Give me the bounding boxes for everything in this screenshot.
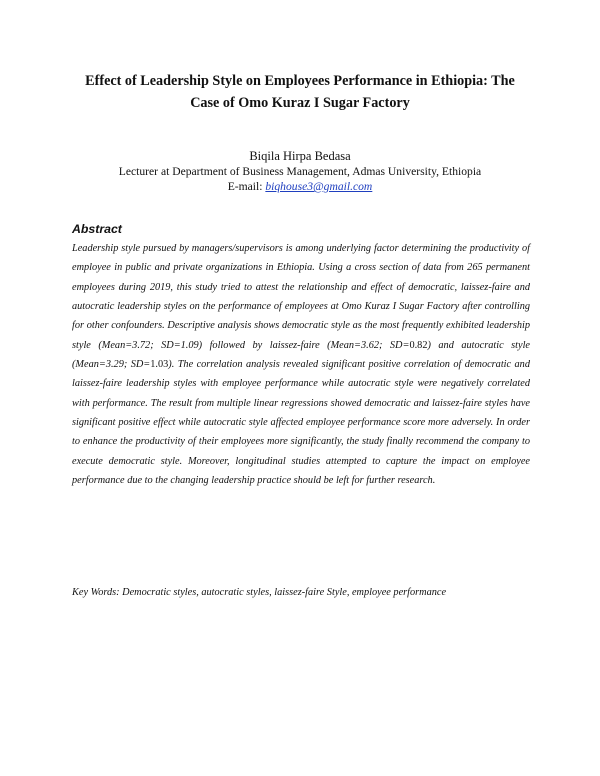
author-name: Biqila Hirpa Bedasa <box>249 149 351 163</box>
title-line-1: Effect of Leadership Style on Employees Performance in Ethiopia: The <box>85 73 515 89</box>
abstract-text-1: Leadership style pursued by managers/supervisors is among underlying factor determining the productivity of employee in public and private organizations in Ethiopia. Using a cross section of data from 265 permanent employees during 2019, this study tried to attest the relationship and effect of democratic, laissez-faire and autocratic leadership styles on the performance of employees at Omo Kuraz I Sugar Factory after controlling for other confounders. Descriptive analysis shows democratic style as the most frequently exhibited leadership style (Mean=3.72; SD=1.09) followed by laissez-faire (Mean=3.62; SD= <box>72 243 530 351</box>
abstract-sd-value-2: 1.03 <box>150 359 169 371</box>
abstract-text-3: ). The correlation analysis revealed significant positive correlation of democratic and laissez-faire leadership styles with employee performance while autocratic style were negatively correlated with performance. The result from multiple linear regressions showed democratic and laissez-faire styles have significant positive effect while autocratic style affected employee performance score more adversely. In order to enhance the productivity of their employees more significantly, the study finally recommend the company to execute democratic style. Moreover, longitudinal studies attempted to capture the impact on employee performance due to the changing leadership practice should be left for further research. <box>72 359 530 487</box>
paper-title <box>60 70 540 114</box>
abstract-heading: Abstract <box>72 222 122 236</box>
email-label: E-mail: <box>227 180 266 193</box>
abstract-body <box>72 239 530 490</box>
title-line-2: Case of Omo Kuraz I Sugar Factory <box>190 95 410 111</box>
abstract-text-2: ) and autocratic style (Mean=3.29; SD= <box>72 339 530 371</box>
abstract-sd-value-1: 0.82 <box>409 339 428 351</box>
author-email <box>40 179 560 194</box>
email-link[interactable]: biqhouse3@gmail.com <box>265 180 373 193</box>
author-affiliation: Lecturer at Department of Business Management, Admas University, Ethiopia <box>118 165 482 178</box>
keywords: Key Words: Democratic styles, autocratic styles, laissez-faire Style, employee performance <box>72 587 447 598</box>
